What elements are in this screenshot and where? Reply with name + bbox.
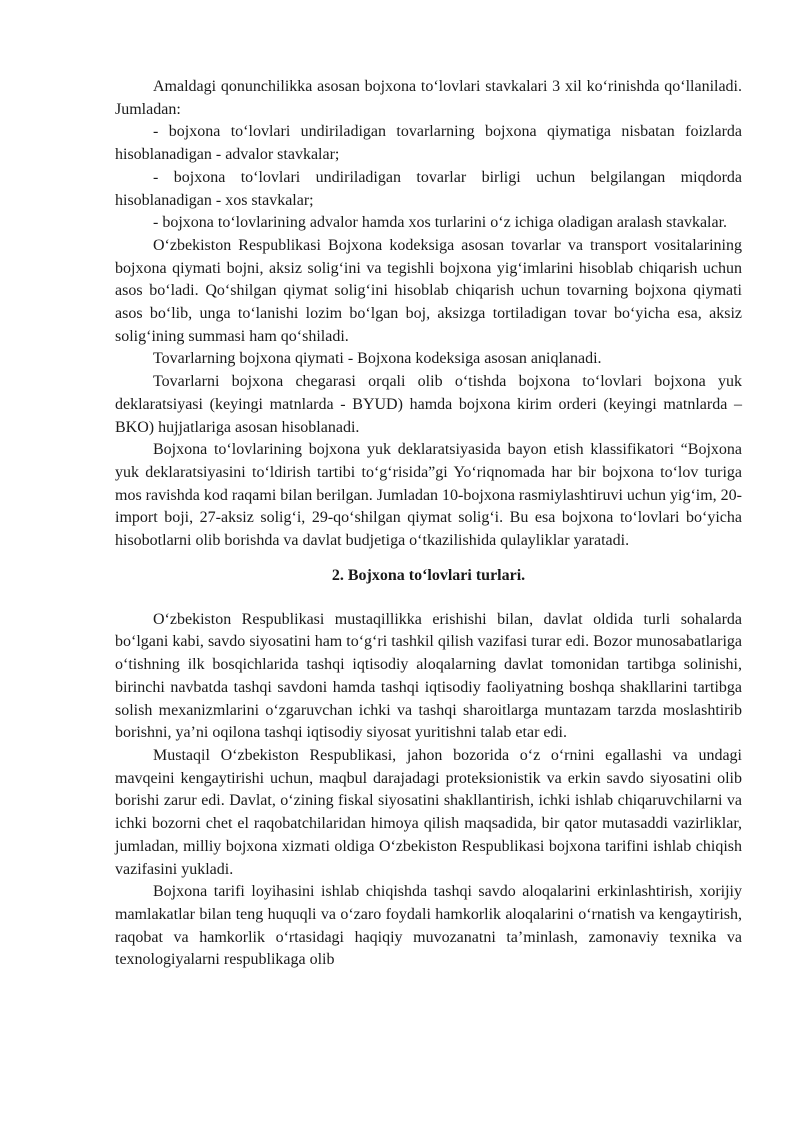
section-heading: 2. Bojxona to‘lovlari turlari.	[331, 566, 526, 584]
list-item-xos: - bojxona to‘lovlari undiriladigan tovarlar birligi uchun belgilangan miqdorda hisoblanadigan - xos stavkalar;	[115, 168, 742, 209]
spacer	[115, 587, 742, 609]
paragraph-customs-value-code: Tovarlarning bojxona qiymati - Bojxona kodeksiga asosan aniqlanadi.	[153, 350, 602, 368]
list-item-advalor: - bojxona to‘lovlari undiriladigan tovarlarning bojxona qiymatiga nisbatan foizlarda hisoblanadigan - advalor stavkalar;	[115, 123, 742, 164]
paragraph-independence: O‘zbekiston Respublikasi mustaqillikka erishishi bilan, davlat oldida turli sohalarda bo‘lgani kabi, savdo siyosatini ham to‘g‘ri tashkil qilish vazifasi turar edi. Bozor munosabatlariga o‘tishning ilk bosqichlarida tashqi iqtisodiy aloqalarning davlat tomonidan tartibga solinishi, birinchi navbatda tashqi savdoni hamda tashqi iqtisodiy faoliyatning boshqa shakllarini tartibga solish mexanizmlarini o‘zgaruvchan ichki va tashqi sharoitlarga muntazam tarzda moslashtirib borishni, ya’ni oqilona tashqi iqtisodiy siyosat yuritishni talab etar edi.	[115, 610, 742, 742]
paragraph-trade-policy: Mustaqil O‘zbekiston Respublikasi, jahon bozorida o‘z o‘rnini egallashi va undagi mavqeini kengaytirishi uchun, maqbul darajadagi proteksionistik va erkin savdo siyosatini olib borishi zarur edi. Davlat, o‘zining fiskal siyosatini shakllantirish, ichki ishlab chiqaruvchilarni va ichki bozorni chet el raqobatchilaridan himoya qilish maqsadida, bir qator mutasaddi vazirliklar, jumladan, milliy bojxona xizmati oldiga O‘zbekiston Respublikasi bojxona tarifini ishlab chiqish vazifasini yukladi.	[115, 746, 742, 878]
paragraph-customs-value-basis: O‘zbekiston Respublikasi Bojxona kodeksiga asosan tovarlar va transport vositalarining bojxona qiymati bojni, aksiz solig‘ini va tegishli bojxona yig‘imlarini hisoblab chiqarish uchun asos bo‘ladi. Qo‘shilgan qiymat solig‘ini hisoblab chiqarish uchun tovarning bojxona qiymati asos bo‘lib, unga to‘lanishi lozim bo‘lgan boj, aksizga tortiladigan tovar bo‘yicha esa, aksiz solig‘ining summasi ham qo‘shiladi.	[115, 236, 742, 345]
document-page	[115, 76, 742, 972]
paragraph-classifier: Bojxona to‘lovlarining bojxona yuk deklaratsiyasida bayon etish klassifikatori “Bojxona yuk deklaratsiyasini to‘ldirish tartibi to‘g‘risida”gi Yo‘riqnomada har bir bojxona to‘lov turiga mos ravishda kod raqami bilan berilgan. Jumladan 10-bojxona rasmiylashtiruvi uchun yig‘im, 20-import boji, 27-aksiz solig‘i, 29-qo‘shilgan qiymat solig‘i. Bu esa bojxona to‘lovlari bo‘yicha hisobotlarni olib borishda va davlat budjetiga o‘tkazilishida qulayliklar yaratadi.	[115, 441, 742, 550]
paragraph-tariff-project: Bojxona tarifi loyihasini ishlab chiqishda tashqi savdo aloqalarini erkinlashtirish, xorijiy mamlakatlar bilan teng huquqli va o‘zaro foydali hamkorlik aloqalarini o‘rnatish va kengaytirish, raqobat va hamkorlik o‘rtasidagi haqiqiy muvozanatni ta’minlash, zamonaviy texnika va texnologiyalarni respublikaga olib	[115, 883, 742, 969]
paragraph-byud-bko: Tovarlarni bojxona chegarasi orqali olib o‘tishda bojxona to‘lovlari bojxona yuk deklaratsiyasi (keyingi matnlarda - BYUD) hamda bojxona kirim orderi (keyingi matnlarda – BKO) hujjatlariga asosan hisoblanadi.	[115, 373, 742, 436]
paragraph-stavka-types: Amaldagi qonunchilikka asosan bojxona to‘lovlari stavkalari 3 xil ko‘rinishda qo‘llaniladi. Jumladan:	[115, 78, 742, 118]
list-item-aralash: - bojxona to‘lovlarining advalor hamda xos turlarini o‘z ichiga oladigan aralash stavkalar.	[153, 214, 728, 232]
